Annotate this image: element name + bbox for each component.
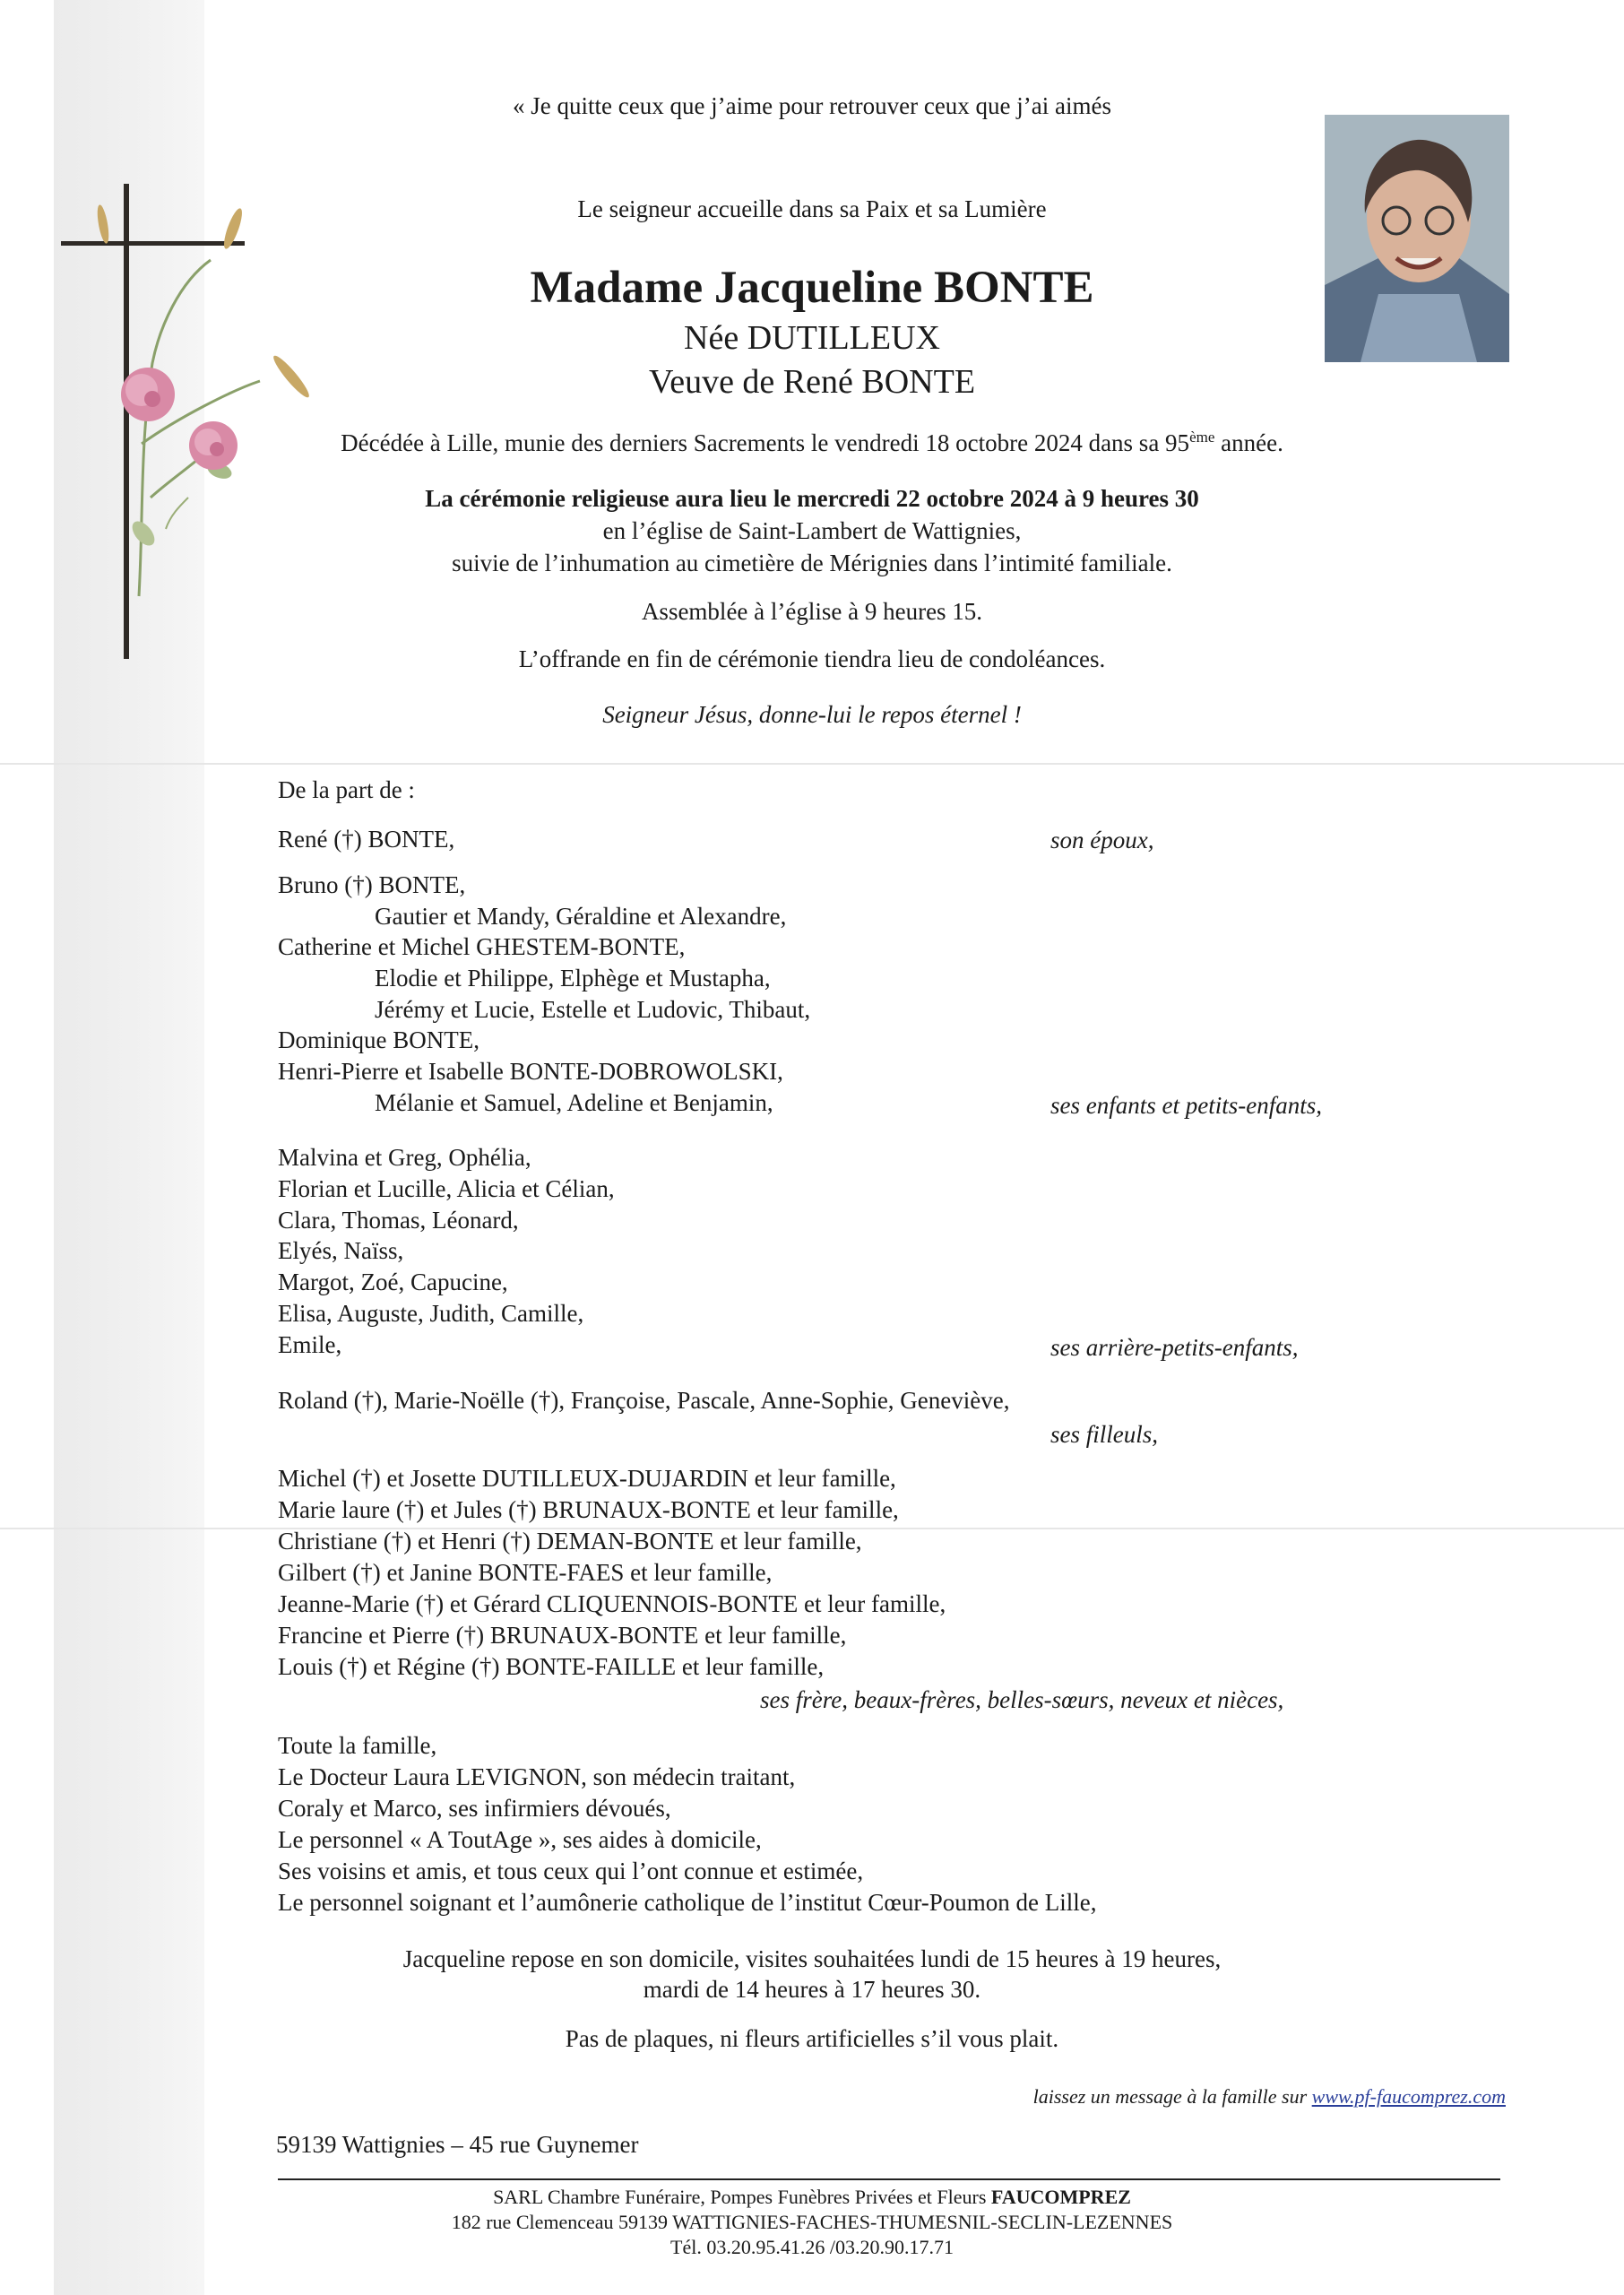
family-member: Bruno (†) BONTE, [278, 871, 466, 898]
prayer: Seigneur Jésus, donne-lui le repos éternel ! [602, 701, 1022, 728]
website-link[interactable]: www.pf-faucomprez.com [1311, 2085, 1506, 2108]
godchildren: Roland (†), Marie-Noëlle (†), Françoise, Pascale, Anne-Sophie, Geneviève, [278, 1387, 1010, 1414]
family-member: Dominique BONTE, [278, 1026, 479, 1053]
family-member: Louis (†) et Régine (†) BONTE-FAILLE et leur famille, [278, 1653, 825, 1680]
message-note [1033, 2085, 1506, 2109]
company-name: FAUCOMPREZ [990, 2186, 1131, 2208]
death-text: Décédée à Lille, munie des derniers Sacrements le vendredi 18 octobre 2024 dans sa 95 [341, 429, 1190, 456]
family-member: Elyés, Naïss, [278, 1237, 404, 1264]
role-label: son époux, [1050, 827, 1154, 853]
family-member: Jeanne-Marie (†) et Gérard CLIQUENNOIS-BONTE et leur famille, [278, 1590, 946, 1617]
death-notice [0, 429, 1624, 457]
family-member: Marie laure (†) et Jules (†) BRUNAUX-BONTE et leur famille, [278, 1496, 899, 1523]
intro-line: Le seigneur accueille dans sa Paix et sa Lumière [577, 195, 1047, 222]
family-member: Michel (†) et Josette DUTILLEUX-DUJARDIN et leur famille, [278, 1465, 896, 1492]
fold-line [0, 763, 1624, 765]
family-member: Le Docteur Laura LEVIGNON, son médecin traitant, [278, 1763, 796, 1790]
family-member: Gautier et Mandy, Géraldine et Alexandre, [375, 903, 787, 930]
company-phone: Tél. 03.20.95.41.26 /03.20.90.17.71 [670, 2236, 954, 2258]
ceremony-burial: suivie de l’inhumation au cimetière de Mérignies dans l’intimité familiale. [452, 550, 1172, 576]
family-member: Elodie et Philippe, Elphège et Mustapha, [375, 965, 771, 992]
family-member: Clara, Thomas, Léonard, [278, 1207, 519, 1234]
family-member: Henri-Pierre et Isabelle BONTE-DOBROWOLSKI, [278, 1058, 783, 1085]
ceremony-church: en l’église de Saint-Lambert de Wattignies, [602, 517, 1022, 544]
role-label: ses filleuls, [1050, 1421, 1158, 1448]
company-address: 182 rue Clemenceau 59139 WATTIGNIES-FACHES-THUMESNIL-SECLIN-LEZENNES [451, 2211, 1173, 2233]
family-member: Malvina et Greg, Ophélia, [278, 1144, 531, 1171]
footer-divider [278, 2178, 1500, 2180]
family-member: Jérémy et Lucie, Estelle et Ludovic, Thibaut, [375, 996, 811, 1023]
family-member: Elisa, Auguste, Judith, Camille, [278, 1300, 584, 1327]
no-plaques-note: Pas de plaques, ni fleurs artificielles s’il vous plait. [565, 2025, 1059, 2052]
family-member: Toute la famille, [278, 1732, 437, 1759]
ceremony-date: La cérémonie religieuse aura lieu le mercredi 22 octobre 2024 à 9 heures 30 [425, 485, 1199, 512]
family-member: Margot, Zoé, Capucine, [278, 1269, 508, 1295]
assembly-time: Assemblée à l’église à 9 heures 15. [641, 598, 983, 625]
family-member: Emile, [278, 1331, 342, 1358]
quote: « Je quitte ceux que j’aime pour retrouver ceux que j’ai aimés [513, 92, 1111, 119]
family-member: Coraly et Marco, ses infirmiers dévoués, [278, 1795, 671, 1822]
visit-hours: Jacqueline repose en son domicile, visites souhaitées lundi de 15 heures à 19 heures, [402, 1945, 1222, 1972]
maiden-name: Née DUTILLEUX [684, 319, 940, 357]
husband: René (†) BONTE, [278, 826, 455, 853]
deceased-name: Madame Jacqueline BONTE [530, 263, 1094, 313]
visit-hours-2: mardi de 14 heures à 17 heures 30. [643, 1976, 981, 2003]
family-member: Ses voisins et amis, et tous ceux qui l’ont connue et estimée, [278, 1858, 864, 1884]
family-member: Catherine et Michel GHESTEM-BONTE, [278, 933, 686, 960]
role-label: ses enfants et petits-enfants, [1050, 1092, 1322, 1119]
role-label: ses arrière-petits-enfants, [1050, 1334, 1299, 1361]
family-address: 59139 Wattignies – 45 rue Guynemer [276, 2131, 639, 2158]
family-member: Le personnel « A ToutAge », ses aides à domicile, [278, 1826, 762, 1853]
death-end: année. [1214, 429, 1283, 456]
family-member: Francine et Pierre (†) BRUNAUX-BONTE et leur famille, [278, 1622, 847, 1649]
offering-note: L’offrande en fin de cérémonie tiendra lieu de condoléances. [518, 645, 1106, 672]
company-prefix: SARL Chambre Funéraire, Pompes Funèbres Privées et Fleurs [493, 2186, 991, 2208]
family-member: Gilbert (†) et Janine BONTE-FAES et leur famille, [278, 1559, 773, 1586]
company-line [0, 2186, 1624, 2209]
message-prefix: laissez un message à la famille sur [1032, 2085, 1312, 2108]
widow-line: Veuve de René BONTE [648, 363, 976, 401]
family-member: Le personnel soignant et l’aumônerie catholique de l’institut Cœur-Poumon de Lille, [278, 1889, 1097, 1916]
family-member: Christiane (†) et Henri (†) DEMAN-BONTE et leur famille, [278, 1528, 862, 1555]
family-intro: De la part de : [278, 776, 415, 803]
role-label: ses frère, beaux-frères, belles-sœurs, neveux et nièces, [760, 1686, 1284, 1713]
death-sup: ème [1189, 429, 1215, 446]
family-member: Mélanie et Samuel, Adeline et Benjamin, [375, 1089, 773, 1116]
family-member: Florian et Lucille, Alicia et Célian, [278, 1175, 615, 1202]
